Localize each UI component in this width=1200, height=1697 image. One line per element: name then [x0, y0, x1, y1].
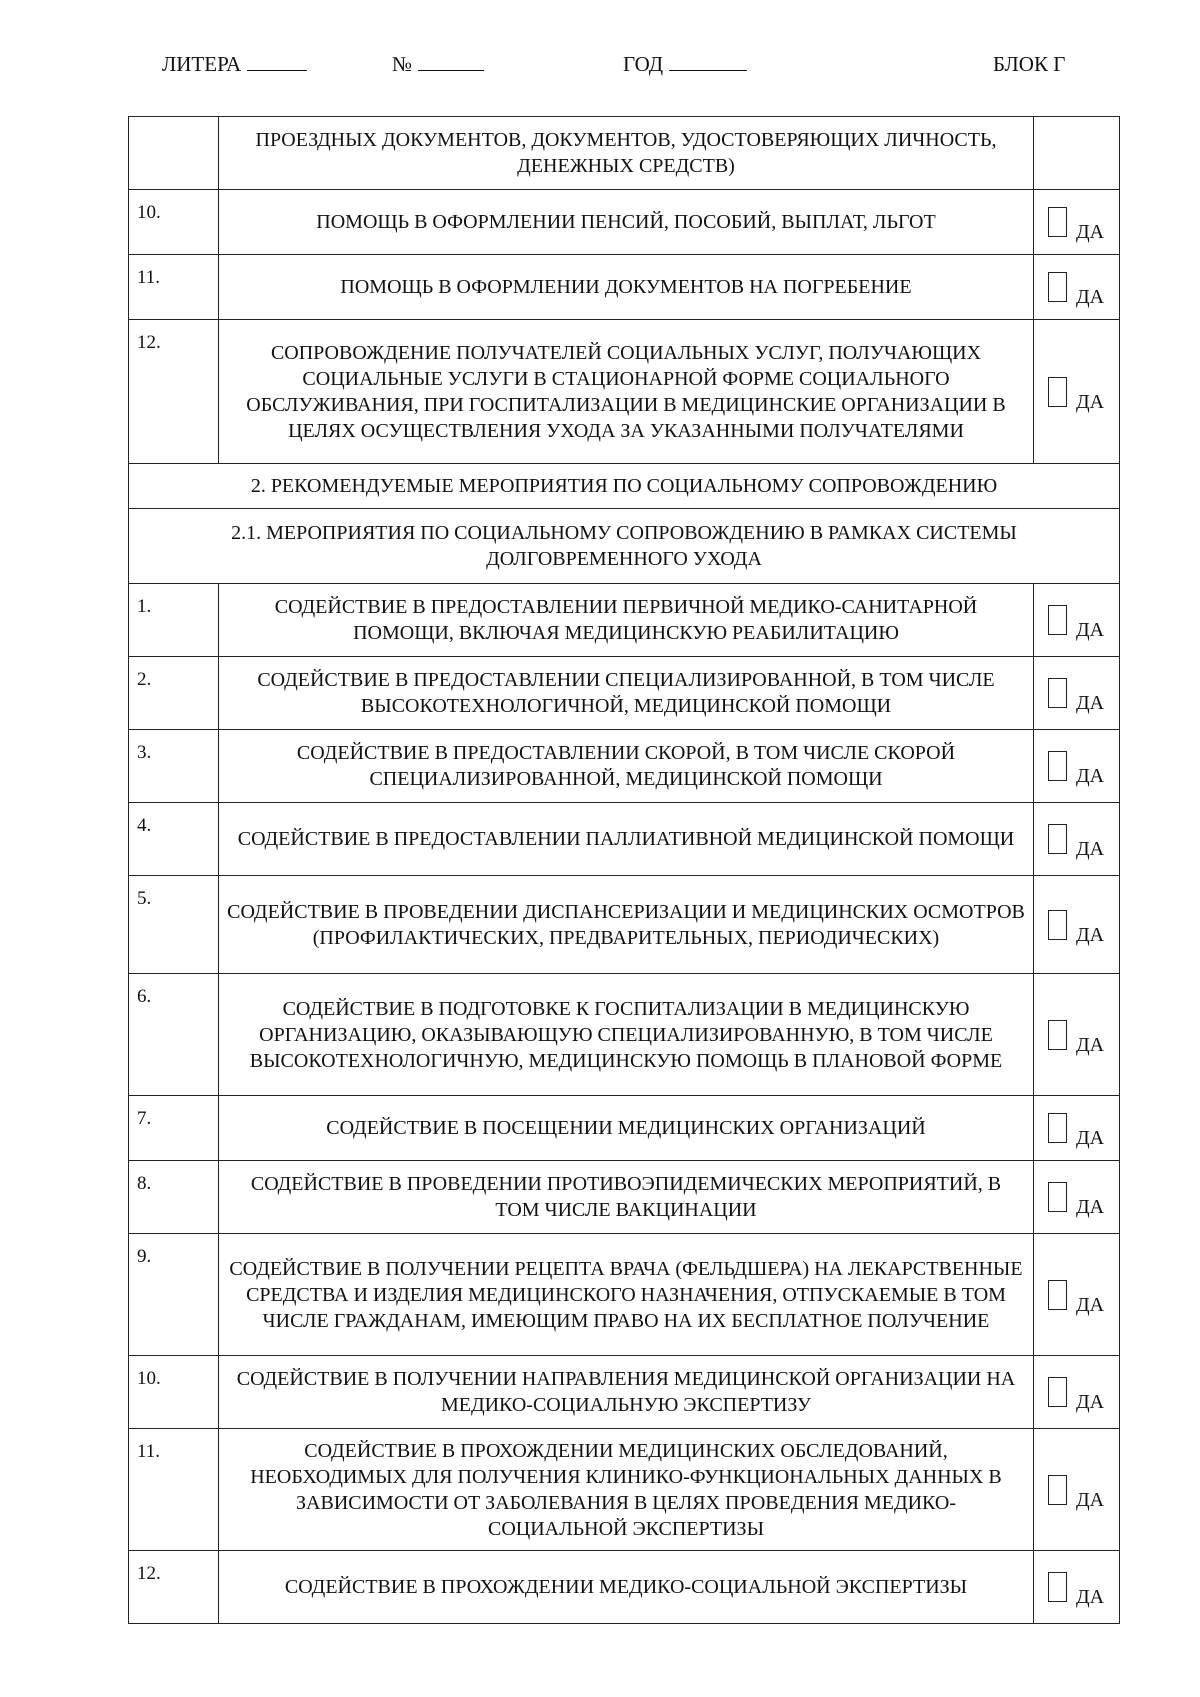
item-text: СОПРОВОЖДЕНИЕ ПОЛУЧАТЕЛЕЙ СОЦИАЛЬНЫХ УСЛУГ, ПОЛУЧАЮЩИХ СОЦИАЛЬНЫЕ УСЛУГИ В СТАЦИОНАРНОЙ ФОРМЕ СОЦИАЛЬНОГО ОБСЛУЖИВАНИЯ, ПРИ ГОСПИТАЛИЗАЦИИ В МЕДИЦИНСКИЕ ОРГАНИЗАЦИИ В ЦЕЛЯХ ОСУЩЕСТВЛЕНИЯ УХОДА ЗА УКАЗАННЫМИ ПОЛУЧАТЕЛЯМИ	[219, 320, 1034, 464]
item-number: 11.	[129, 255, 219, 320]
yes-checkbox-cell	[1034, 190, 1120, 255]
yes-label: ДА	[1076, 286, 1105, 308]
table-row	[129, 1429, 1120, 1551]
yes-checkbox-cell	[1034, 803, 1120, 876]
table-row	[129, 1234, 1120, 1356]
checkbox[interactable]	[1048, 910, 1067, 940]
year-field	[623, 52, 747, 77]
table-row	[129, 803, 1120, 876]
item-text: СОДЕЙСТВИЕ В ПРОХОЖДЕНИИ МЕДИКО-СОЦИАЛЬНОЙ ЭКСПЕРТИЗЫ	[219, 1551, 1034, 1624]
item-number: 7.	[129, 1096, 219, 1161]
litera-blank[interactable]	[247, 52, 307, 71]
section-2-1-row	[129, 509, 1120, 584]
block-label: БЛОК Г	[993, 52, 1066, 76]
yes-label: ДА	[1076, 1391, 1105, 1413]
item-number: 1.	[129, 584, 219, 657]
checkbox[interactable]	[1048, 377, 1067, 407]
yes-checkbox-cell	[1034, 974, 1120, 1096]
checkbox[interactable]	[1048, 1113, 1067, 1143]
table-row	[129, 1551, 1120, 1624]
checkbox[interactable]	[1048, 272, 1067, 302]
checkbox[interactable]	[1048, 605, 1067, 635]
item-text: СОДЕЙСТВИЕ В ПРЕДОСТАВЛЕНИИ СПЕЦИАЛИЗИРОВАННОЙ, В ТОМ ЧИСЛЕ ВЫСОКОТЕХНОЛОГИЧНОЙ, МЕДИЦИНСКОЙ ПОМОЩИ	[219, 657, 1034, 730]
page-header	[0, 52, 1200, 82]
continuation-text: ПРОЕЗДНЫХ ДОКУМЕНТОВ, ДОКУМЕНТОВ, УДОСТОВЕРЯЮЩИХ ЛИЧНОСТЬ, ДЕНЕЖНЫХ СРЕДСТВ)	[219, 117, 1034, 190]
yes-checkbox-cell	[1034, 1356, 1120, 1429]
item-text: СОДЕЙСТВИЕ В ПРОВЕДЕНИИ ДИСПАНСЕРИЗАЦИИ И МЕДИЦИНСКИХ ОСМОТРОВ (ПРОФИЛАКТИЧЕСКИХ, ПРЕДВАРИТЕЛЬНЫХ, ПЕРИОДИЧЕСКИХ)	[219, 876, 1034, 974]
table-row	[129, 1161, 1120, 1234]
empty-check-cell	[1034, 117, 1120, 190]
table-row	[129, 190, 1120, 255]
checkbox[interactable]	[1048, 1020, 1067, 1050]
item-text: СОДЕЙСТВИЕ В ПОЛУЧЕНИИ НАПРАВЛЕНИЯ МЕДИЦИНСКОЙ ОРГАНИЗАЦИИ НА МЕДИКО-СОЦИАЛЬНУЮ ЭКСПЕРТИЗУ	[219, 1356, 1034, 1429]
litera-field	[162, 52, 307, 77]
item-text: СОДЕЙСТВИЕ В ПОДГОТОВКЕ К ГОСПИТАЛИЗАЦИИ В МЕДИЦИНСКУЮ ОРГАНИЗАЦИЮ, ОКАЗЫВАЮЩУЮ СПЕЦИАЛИЗИРОВАННУЮ, В ТОМ ЧИСЛЕ ВЫСОКОТЕХНОЛОГИЧНУЮ, МЕДИЦИНСКУЮ ПОМОЩЬ В ПЛАНОВОЙ ФОРМЕ	[219, 974, 1034, 1096]
yes-checkbox-cell	[1034, 320, 1120, 464]
empty-num-cell	[129, 117, 219, 190]
item-number: 6.	[129, 974, 219, 1096]
section-title: 2. РЕКОМЕНДУЕМЫЕ МЕРОПРИЯТИЯ ПО СОЦИАЛЬНОМУ СОПРОВОЖДЕНИЮ	[129, 464, 1120, 509]
table-row-continuation	[129, 117, 1120, 190]
yes-checkbox-cell	[1034, 1429, 1120, 1551]
section-2-row	[129, 464, 1120, 509]
table-row	[129, 876, 1120, 974]
table-row	[129, 657, 1120, 730]
yes-label: ДА	[1076, 221, 1105, 243]
yes-checkbox-cell	[1034, 1551, 1120, 1624]
yes-checkbox-cell	[1034, 730, 1120, 803]
item-text: ПОМОЩЬ В ОФОРМЛЕНИИ ДОКУМЕНТОВ НА ПОГРЕБЕНИЕ	[219, 255, 1034, 320]
checkbox[interactable]	[1048, 1572, 1067, 1602]
checkbox[interactable]	[1048, 751, 1067, 781]
item-text: СОДЕЙСТВИЕ В ПРЕДОСТАВЛЕНИИ СКОРОЙ, В ТОМ ЧИСЛЕ СКОРОЙ СПЕЦИАЛИЗИРОВАННОЙ, МЕДИЦИНСКОЙ ПОМОЩИ	[219, 730, 1034, 803]
item-number: 3.	[129, 730, 219, 803]
table-row	[129, 730, 1120, 803]
number-field	[392, 52, 484, 77]
yes-checkbox-cell	[1034, 1234, 1120, 1356]
checkbox[interactable]	[1048, 1377, 1067, 1407]
yes-label: ДА	[1076, 692, 1105, 714]
yes-checkbox-cell	[1034, 1161, 1120, 1234]
yes-label: ДА	[1076, 1293, 1105, 1316]
yes-checkbox-cell	[1034, 584, 1120, 657]
checkbox[interactable]	[1048, 1280, 1067, 1310]
yes-label: ДА	[1076, 1196, 1105, 1218]
item-number: 12.	[129, 1551, 219, 1624]
measures-table	[128, 116, 1120, 1624]
table-row	[129, 1356, 1120, 1429]
yes-label: ДА	[1076, 765, 1105, 787]
yes-label: ДА	[1076, 838, 1105, 860]
yes-label: ДА	[1076, 1127, 1105, 1149]
table-row	[129, 255, 1120, 320]
table-row	[129, 320, 1120, 464]
year-label: ГОД	[623, 52, 664, 76]
checkbox[interactable]	[1048, 1182, 1067, 1212]
item-number: 2.	[129, 657, 219, 730]
checkbox[interactable]	[1048, 824, 1067, 854]
item-text: ПОМОЩЬ В ОФОРМЛЕНИИ ПЕНСИЙ, ПОСОБИЙ, ВЫПЛАТ, ЛЬГОТ	[219, 190, 1034, 255]
checkbox[interactable]	[1048, 1475, 1067, 1505]
yes-label: ДА	[1076, 619, 1105, 641]
item-number: 10.	[129, 190, 219, 255]
yes-checkbox-cell	[1034, 657, 1120, 730]
yes-label: ДА	[1076, 1488, 1105, 1511]
item-number: 5.	[129, 876, 219, 974]
table-row	[129, 974, 1120, 1096]
yes-checkbox-cell	[1034, 1096, 1120, 1161]
table-row	[129, 584, 1120, 657]
item-text: СОДЕЙСТВИЕ В ПРЕДОСТАВЛЕНИИ ПЕРВИЧНОЙ МЕДИКО-САНИТАРНОЙ ПОМОЩИ, ВКЛЮЧАЯ МЕДИЦИНСКУЮ РЕАБИЛИТАЦИЮ	[219, 584, 1034, 657]
item-text: СОДЕЙСТВИЕ В ПРОХОЖДЕНИИ МЕДИЦИНСКИХ ОБСЛЕДОВАНИЙ, НЕОБХОДИМЫХ ДЛЯ ПОЛУЧЕНИЯ КЛИНИКО-ФУНКЦИОНАЛЬНЫХ ДАННЫХ В ЗАВИСИМОСТИ ОТ ЗАБОЛЕВАНИЯ В ЦЕЛЯХ ПРОВЕДЕНИЯ МЕДИКО-СОЦИАЛЬНОЙ ЭКСПЕРТИЗЫ	[219, 1429, 1034, 1551]
table-row	[129, 1096, 1120, 1161]
checkbox[interactable]	[1048, 207, 1067, 237]
item-number: 10.	[129, 1356, 219, 1429]
yes-checkbox-cell	[1034, 876, 1120, 974]
yes-label: ДА	[1076, 390, 1105, 413]
item-number: 4.	[129, 803, 219, 876]
item-text: СОДЕЙСТВИЕ В ПРЕДОСТАВЛЕНИИ ПАЛЛИАТИВНОЙ МЕДИЦИНСКОЙ ПОМОЩИ	[219, 803, 1034, 876]
yes-label: ДА	[1076, 1586, 1105, 1608]
number-blank[interactable]	[418, 52, 484, 71]
checkbox[interactable]	[1048, 678, 1067, 708]
yes-checkbox-cell	[1034, 255, 1120, 320]
litera-label: ЛИТЕРА	[162, 52, 242, 76]
number-label: №	[392, 52, 413, 76]
item-number: 11.	[129, 1429, 219, 1551]
item-number: 9.	[129, 1234, 219, 1356]
section-title: 2.1. МЕРОПРИЯТИЯ ПО СОЦИАЛЬНОМУ СОПРОВОЖДЕНИЮ В РАМКАХ СИСТЕМЫ ДОЛГОВРЕМЕННОГО УХОДА	[129, 509, 1120, 584]
item-number: 12.	[129, 320, 219, 464]
item-text: СОДЕЙСТВИЕ В ПОЛУЧЕНИИ РЕЦЕПТА ВРАЧА (ФЕЛЬДШЕРА) НА ЛЕКАРСТВЕННЫЕ СРЕДСТВА И ИЗДЕЛИЯ МЕДИЦИНСКОГО НАЗНАЧЕНИЯ, ОТПУСКАЕМЫЕ В ТОМ ЧИСЛЕ ГРАЖДАНАМ, ИМЕЮЩИМ ПРАВО НА ИХ БЕСПЛАТНОЕ ПОЛУЧЕНИЕ	[219, 1234, 1034, 1356]
item-text: СОДЕЙСТВИЕ В ПРОВЕДЕНИИ ПРОТИВОЭПИДЕМИЧЕСКИХ МЕРОПРИЯТИЙ, В ТОМ ЧИСЛЕ ВАКЦИНАЦИИ	[219, 1161, 1034, 1234]
item-text: СОДЕЙСТВИЕ В ПОСЕЩЕНИИ МЕДИЦИНСКИХ ОРГАНИЗАЦИЙ	[219, 1096, 1034, 1161]
yes-label: ДА	[1076, 1033, 1105, 1056]
year-blank[interactable]	[669, 52, 747, 71]
item-number: 8.	[129, 1161, 219, 1234]
yes-label: ДА	[1076, 923, 1105, 946]
